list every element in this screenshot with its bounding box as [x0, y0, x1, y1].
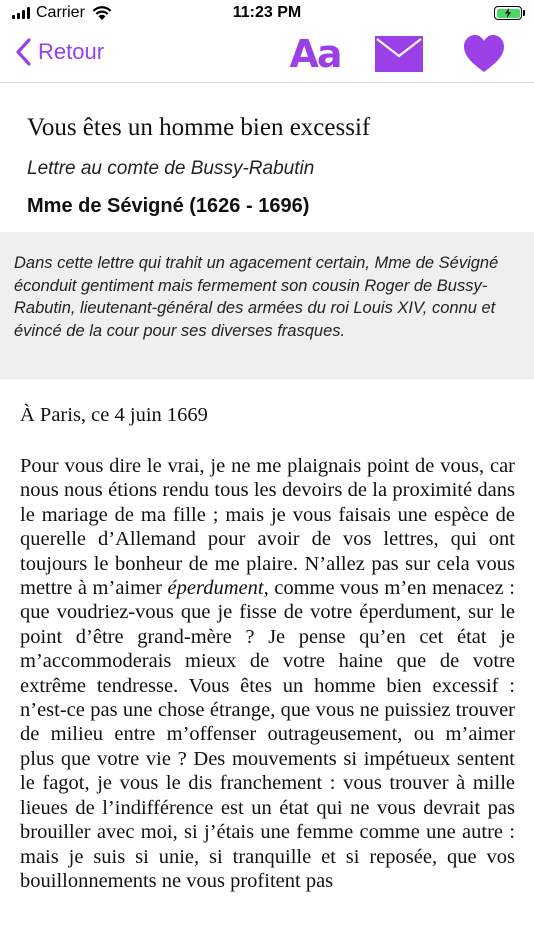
letter-body-emphasis: éperdument	[167, 577, 264, 600]
letter-date: À Paris, ce 4 juin 1669	[20, 404, 208, 426]
status-bar	[0, 0, 534, 28]
font-size-button[interactable]	[290, 32, 340, 76]
intro-box	[0, 232, 534, 379]
back-label: Retour	[38, 39, 105, 64]
battery-icon	[494, 6, 522, 20]
charging-bolt-icon	[504, 8, 512, 18]
font-size-icon: Aa	[289, 32, 341, 76]
letter-body-part1: Pour vous dire le vrai, je ne me plaignais point de vous, car nous nous étions rendu tous les devoirs de la proximité dans le mariage de ma fille ; mais je vous faisais une espèce de querelle d’Allemand pour avoir de vos lettres, qui ont toujours le bonheur de me plaire. N’allez pas sur cela vous mettre à m’aimer	[20, 455, 515, 600]
text-subtitle: Lettre au comte de Bussy-Rabutin	[27, 158, 315, 179]
letter-body	[20, 454, 515, 893]
heart-icon	[463, 34, 505, 74]
back-button[interactable]	[14, 37, 104, 67]
carrier-label: Carrier	[36, 4, 85, 21]
status-time: 11:23 PM	[232, 4, 302, 21]
mail-icon	[375, 36, 423, 72]
author-name: Mme de Sévigné (1626 - 1696)	[27, 195, 310, 217]
letter-body-part2: , comme vous m’en menacez : que voudriez-vous que je fisse de votre éperdument, sur le point d’être grand-mère ? Je pense qu’en cet état je m’accommoderais mieux de votre haine que de votre extrême tendresse. Vous êtes un homme bien excessif : n’est-ce pas une chose étrange, que vous ne puissiez trouver de milieu entre m’offenser outrageusement, ou m’aimer plus que votre vie ? Des mouvements si impétueux sentent le fagot, je vous le dis franchement : vous trouver à mille lieues de l’indifférence est un état qui ne vous devrait pas brouiller avec moi, si j’étais une femme comme une autre : mais je suis si unie, si tranquille et si reposée, que vos bouillonnements ne vous profitent pas	[20, 577, 515, 892]
intro-text: Dans cette lettre qui trahit un agacement certain, Mme de Sévigné éconduit gentiment mais fermement son cousin Roger de Bussy-Rabutin, lieutenant-général des armées du roi Louis XIV, connu et évincé de la cour pour ses diverses frasques.	[14, 254, 499, 340]
favorite-button[interactable]	[463, 34, 505, 74]
chevron-left-icon	[14, 37, 32, 67]
nav-bar	[0, 28, 534, 83]
text-title: Vous êtes un homme bien excessif	[27, 114, 371, 141]
mail-button[interactable]	[375, 36, 423, 72]
